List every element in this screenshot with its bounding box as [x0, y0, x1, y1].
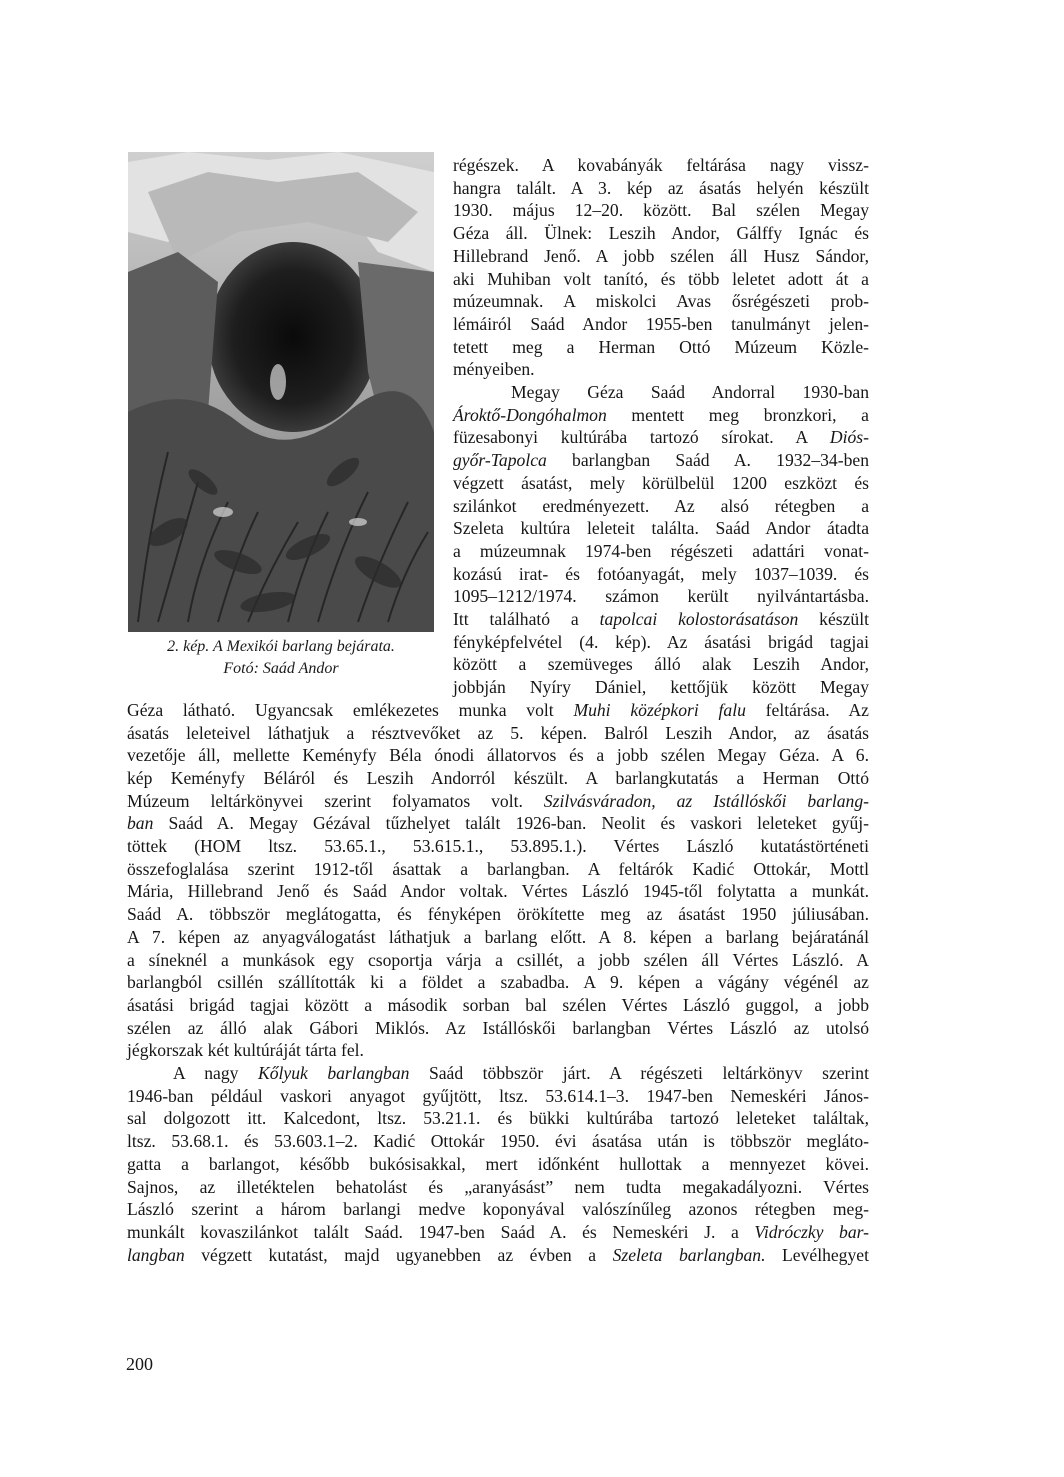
text-run: Múzeum leltárkönyvei szerint folyamatos volt. [127, 790, 544, 811]
text-line: jobbján Nyíry Dániel, kettőjük között Megay [453, 677, 869, 698]
figure-caption [128, 636, 434, 680]
text-line: ásatás leleteivel láthatjuk a résztvevőket az 5. képen. Balról Leszih Andor, az ásatás [127, 722, 869, 743]
text-line: ltsz. 53.68.1. és 53.603.1–2. Kadić Ottokár 1950. évi ásatása után is többször megláto- [127, 1131, 869, 1152]
text-run: munkált kovaszilánkot talált Saád. 1947-ben Saád A. és Nemeskéri J. a [127, 1221, 755, 1242]
text-line: múzeumnak. A miskolci Avas ősrégészeti prob- [453, 291, 869, 312]
italic-term: Ároktő-Dongóhalmon [453, 404, 607, 425]
text-line: fényképfelvétel (4. kép). Az ásatási brigád tagjai [453, 631, 869, 652]
italic-term: Vidróczky bar- [754, 1221, 870, 1242]
text-line [453, 404, 869, 427]
text-line [127, 812, 869, 835]
text-line [127, 699, 869, 722]
text-run: Itt található a [453, 609, 600, 629]
cave-entrance-photo [128, 152, 434, 632]
italic-term: Kőlyuk barlangban [257, 1063, 410, 1083]
text-line: között a szemüveges álló alak Leszih Andor, [453, 654, 869, 675]
text-run: barlangban Saád A. 1932–34-ben [546, 450, 869, 471]
text-run: A nagy [173, 1063, 258, 1083]
text-line: 1095–1212/1974. számon került nyilvántartásba. [453, 586, 869, 607]
text-line: Saád A. többször meglátogatta, és fényképen örökítette meg az ásatást 1950 júliusában. [127, 904, 869, 925]
text-line [127, 1244, 869, 1267]
figure-caption-credit: Fotó: Saád Andor [223, 660, 339, 677]
text-line: szélen az álló alak Gábori Miklós. Az Istállóskői barlangban Vértes László az utolsó [127, 1017, 869, 1038]
text-line: vezetője áll, mellette Keményfy Béla ónodi állatorvos és a jobb szélen Megay Géza. A 6. [127, 745, 869, 766]
page-number: 200 [126, 1354, 153, 1374]
text-line: Géza áll. Ülnek: Leszih Andor, Gálffy Ignác és [453, 223, 869, 244]
italic-term: győr-Tapolca [453, 450, 547, 471]
text-run: feltárása. Az [745, 699, 869, 720]
text-line: kép Keményfy Béláról és Leszih Andorról készült. A barlangkutatás a Herman Ottó [127, 767, 869, 788]
text-line: László szerint a három barlangi medve koponyával valószínűleg azonos rétegben meg- [127, 1199, 869, 1220]
text-line: töttek (HOM ltsz. 53.65.1., 53.615.1., 53.895.1.). Vértes László kutatástörténeti [127, 836, 869, 856]
text-line: sal dolgozott itt. Kalcedont, ltsz. 53.21.1. és bükki kultúrába tartozó leleteket találtak, [127, 1108, 869, 1129]
italic-term: ban [127, 813, 154, 834]
text-line: Szeleta kultúra leleteit találta. Saád Andor átadta [453, 518, 869, 539]
text-line: aki Muhiban volt tanító, és több leletet adott át a [453, 268, 869, 289]
text-line: szilánkot eredményezett. Az alsó rétegben a [453, 495, 869, 516]
text-line [453, 426, 869, 449]
text-line: végzett ásatást, mely körülbelül 1200 eszközt és [453, 472, 869, 493]
figure-caption-title: 2. kép. A Mexikói barlang bejárata. [167, 638, 395, 655]
text-run: végzett kutatást, majd ugyanebben az évben a [184, 1244, 613, 1265]
italic-term: Muhi középkori falu [573, 699, 746, 720]
italic-term: Szeleta barlangban. [612, 1244, 766, 1265]
text-line: összefoglalása szerint 1912-től ásattak a barlangban. A feltárók Kadić Ottokár, Mottl [127, 858, 869, 879]
text-line: Sajnos, az illetéktelen behatolást és „aranyásást” nem tudta megakadályozni. Vértes [127, 1176, 869, 1197]
text-line: a síneknél a munkások egy csoportja várja a csillét, a jobb szélen áll Vértes László. A [127, 949, 869, 970]
text-line: 1946-ban például vaskori anyagot gyűjtött, ltsz. 53.614.1–3. 1947-ben Nemeskéri János- [127, 1085, 869, 1106]
italic-term: langban [127, 1244, 185, 1265]
text-line [127, 1221, 869, 1244]
text-run: füzesabonyi kultúrába tartozó sírokat. A [453, 427, 830, 448]
italic-term: Diós- [829, 427, 869, 448]
text-run: készült [798, 609, 869, 629]
text-run: Saád többször járt. A régészeti leltárkönyv szerint [409, 1063, 869, 1083]
text-line: ásatási brigád tagjai között a második sorban bal szélen Vértes László guggol, a jobb [127, 994, 869, 1015]
text-line: Hillebrand Jenő. A jobb szélen áll Husz Sándor, [453, 245, 869, 266]
text-line: hangra talált. A 3. kép az ásatás helyén készült [453, 177, 869, 198]
text-run: Géza látható. Ugyancsak emlékezetes munka volt [127, 699, 574, 720]
italic-term: tapolcai kolostorásatáson [599, 609, 799, 629]
text-line: tetett meg a Herman Ottó Múzeum Közle- [453, 336, 869, 357]
text-run: Saád A. Megay Gézával tűzhelyet talált 1926-ban. Neolit és vaskori leleteket gyűj- [153, 813, 869, 834]
text-line [453, 449, 869, 472]
text-line: Mária, Hillebrand Jenő és Saád Andor voltak. Vértes László 1945-től folytatta a munkát. [127, 881, 869, 902]
text-line: gatta a barlangot, később bukósisakkal, mert időnként hullottak a mennyezet kövei. [127, 1153, 869, 1174]
text-line: lémáiról Saád Andor 1955-ben tanulmányt jelen- [453, 313, 869, 334]
text-run: Levélhegyet [765, 1244, 869, 1265]
text-line: A 7. képen az anyagválogatást láthatjuk a barlang előtt. A 8. képen a barlang bejáratánál [127, 926, 869, 947]
text-line: ményeiben. [453, 359, 535, 380]
italic-term: Szilvásváradon, az Istállóskői barlang- [543, 790, 869, 811]
text-line: a múzeumnak 1974-ben régészeti adattári vonat- [453, 540, 869, 561]
text-line: Megay Géza Saád Andorral 1930-ban [511, 382, 869, 402]
text-line: jégkorszak két kultúráját tárta fel. [127, 1040, 364, 1061]
text-line: kozású irat- és fotóanyagát, mely 1037–1039. és [453, 563, 869, 584]
text-line [173, 1062, 869, 1085]
text-line: régészek. A kovabányák feltárása nagy vissz- [453, 155, 869, 175]
text-run: mentett meg bronzkori, a [606, 404, 869, 425]
text-line [453, 608, 869, 631]
text-line: 1930. május 12–20. között. Bal szélen Megay [453, 200, 869, 221]
text-line: barlangból csillén szállították ki a földet a szabadba. A 9. képen a vágány végénél az [127, 972, 869, 993]
text-line [127, 790, 869, 813]
